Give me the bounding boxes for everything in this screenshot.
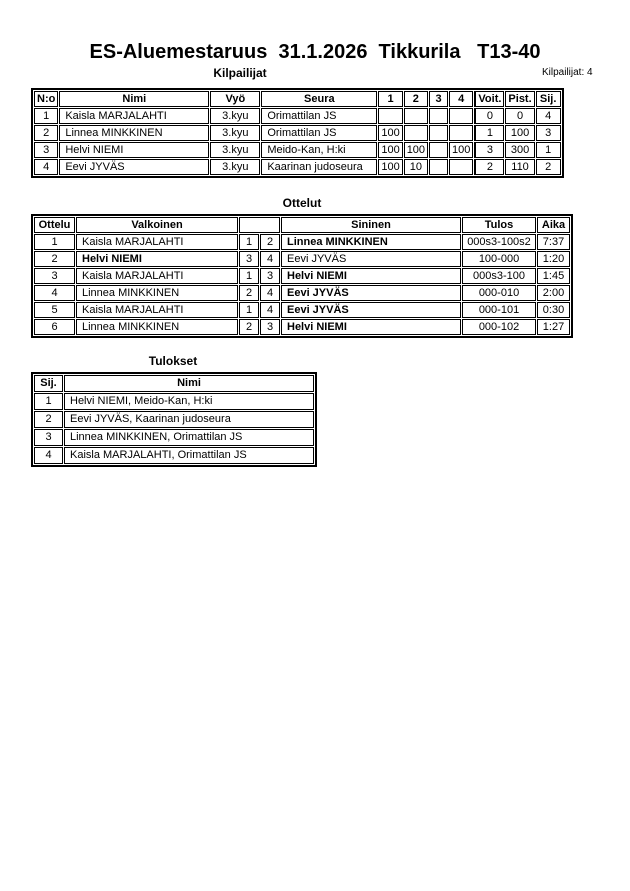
white-name: Kaisla MARJALAHTI <box>76 268 238 284</box>
competitor-number: 1 <box>34 108 58 124</box>
match-number: 6 <box>34 319 75 335</box>
competitor-points: 100 <box>505 125 534 141</box>
result-row <box>34 411 314 428</box>
score-vs-1: 100 <box>378 142 402 158</box>
competitor-row <box>34 142 561 158</box>
result-place: 2 <box>34 411 63 428</box>
col-time: Aika <box>537 217 570 233</box>
white-name: Helvi NIEMI <box>76 251 238 267</box>
competitor-belt: 3.kyu <box>210 125 260 141</box>
match-time: 1:20 <box>537 251 570 267</box>
white-number: 3 <box>239 251 259 267</box>
competitor-points: 110 <box>505 159 534 175</box>
score-vs-3 <box>429 159 448 175</box>
results-table <box>31 372 317 467</box>
score-vs-4: 100 <box>449 142 473 158</box>
result-name: Eevi JYVÄS, Kaarinan judoseura <box>64 411 314 428</box>
col-competitor-numbers <box>239 217 280 233</box>
blue-number: 4 <box>260 302 280 318</box>
col-result: Tulos <box>462 217 536 233</box>
col-place: Sij. <box>34 375 63 392</box>
match-result: 000-010 <box>462 285 536 301</box>
white-number: 1 <box>239 302 259 318</box>
result-row <box>34 429 314 446</box>
match-time: 0:30 <box>537 302 570 318</box>
score-vs-1: 100 <box>378 125 402 141</box>
blue-name: Helvi NIEMI <box>281 319 461 335</box>
match-row <box>34 302 570 318</box>
competitor-place: 2 <box>536 159 561 175</box>
score-vs-1: 100 <box>378 159 402 175</box>
competitors-table <box>31 88 564 178</box>
score-vs-2: 10 <box>404 159 428 175</box>
match-time: 1:27 <box>537 319 570 335</box>
blue-number: 2 <box>260 234 280 250</box>
competitor-place: 3 <box>536 125 561 141</box>
competitor-belt: 3.kyu <box>210 159 260 175</box>
match-result: 100-000 <box>462 251 536 267</box>
score-vs-3 <box>429 125 448 141</box>
blue-name: Eevi JYVÄS <box>281 302 461 318</box>
competitor-place: 4 <box>536 108 561 124</box>
blue-number: 4 <box>260 251 280 267</box>
score-vs-3 <box>429 142 448 158</box>
match-time: 1:45 <box>537 268 570 284</box>
results-heading: Tulokset <box>148 354 198 368</box>
competitor-name: Helvi NIEMI <box>59 142 209 158</box>
result-place: 1 <box>34 393 63 410</box>
col-blue: Sininen <box>281 217 461 233</box>
competitor-row <box>34 159 561 175</box>
blue-name: Eevi JYVÄS <box>281 251 461 267</box>
blue-name: Linnea MINKKINEN <box>281 234 461 250</box>
match-number: 3 <box>34 268 75 284</box>
match-number: 1 <box>34 234 75 250</box>
page-title: ES-Aluemestaruus 31.1.2026 Tikkurila T13-40 <box>89 41 541 63</box>
competitor-row <box>34 125 561 141</box>
match-row <box>34 285 570 301</box>
match-time: 2:00 <box>537 285 570 301</box>
result-place: 4 <box>34 447 63 464</box>
competitors-header-row <box>34 91 561 107</box>
col-belt: Vyö <box>210 91 260 107</box>
col-club: Seura <box>261 91 377 107</box>
competitors-heading: Kilpailijat <box>213 66 267 80</box>
col-white: Valkoinen <box>76 217 238 233</box>
score-vs-4 <box>449 125 473 141</box>
matches-heading: Ottelut <box>282 196 322 210</box>
white-name: Kaisla MARJALAHTI <box>76 302 238 318</box>
result-name: Kaisla MARJALAHTI, Orimattilan JS <box>64 447 314 464</box>
result-name: Helvi NIEMI, Meido-Kan, H:ki <box>64 393 314 410</box>
matches-header-row <box>34 217 570 233</box>
match-time: 7:37 <box>537 234 570 250</box>
match-result: 000-102 <box>462 319 536 335</box>
score-vs-4 <box>449 159 473 175</box>
competitor-wins: 1 <box>474 125 504 141</box>
col-match: Ottelu <box>34 217 75 233</box>
result-row <box>34 447 314 464</box>
col-wins: Voit. <box>474 91 504 107</box>
match-result: 000s3-100s2 <box>462 234 536 250</box>
white-number: 2 <box>239 319 259 335</box>
blue-name: Helvi NIEMI <box>281 268 461 284</box>
competitor-club: Kaarinan judoseura <box>261 159 377 175</box>
col-opp1: 1 <box>378 91 402 107</box>
score-vs-4 <box>449 108 473 124</box>
score-vs-2: 100 <box>404 142 428 158</box>
competitor-points: 300 <box>505 142 534 158</box>
match-row <box>34 319 570 335</box>
col-points: Pist. <box>505 91 534 107</box>
competitor-wins: 3 <box>474 142 504 158</box>
competitor-number: 2 <box>34 125 58 141</box>
white-name: Kaisla MARJALAHTI <box>76 234 238 250</box>
col-opp2: 2 <box>404 91 428 107</box>
result-place: 3 <box>34 429 63 446</box>
competitor-number: 3 <box>34 142 58 158</box>
match-row <box>34 251 570 267</box>
competitor-name: Kaisla MARJALAHTI <box>59 108 209 124</box>
competitor-belt: 3.kyu <box>210 142 260 158</box>
competitor-name: Eevi JYVÄS <box>59 159 209 175</box>
score-vs-3 <box>429 108 448 124</box>
competitor-place: 1 <box>536 142 561 158</box>
competitor-club: Orimattilan JS <box>261 125 377 141</box>
competitor-club: Orimattilan JS <box>261 108 377 124</box>
competitor-points: 0 <box>505 108 534 124</box>
match-number: 4 <box>34 285 75 301</box>
blue-number: 3 <box>260 319 280 335</box>
blue-name: Eevi JYVÄS <box>281 285 461 301</box>
score-vs-2 <box>404 108 428 124</box>
col-name: Nimi <box>59 91 209 107</box>
match-result: 000s3-100 <box>462 268 536 284</box>
col-opp3: 3 <box>429 91 448 107</box>
results-header-row <box>34 375 314 392</box>
matches-table <box>31 214 573 338</box>
match-number: 2 <box>34 251 75 267</box>
col-number: N:o <box>34 91 58 107</box>
competitor-wins: 0 <box>474 108 504 124</box>
competitor-row <box>34 108 561 124</box>
competitor-club: Meido-Kan, H:ki <box>261 142 377 158</box>
white-number: 1 <box>239 268 259 284</box>
result-row <box>34 393 314 410</box>
competitor-belt: 3.kyu <box>210 108 260 124</box>
col-opp4: 4 <box>449 91 473 107</box>
col-place: Sij. <box>536 91 561 107</box>
col-name: Nimi <box>64 375 314 392</box>
match-result: 000-101 <box>462 302 536 318</box>
competitor-wins: 2 <box>474 159 504 175</box>
blue-number: 4 <box>260 285 280 301</box>
white-number: 1 <box>239 234 259 250</box>
competitor-name: Linnea MINKKINEN <box>59 125 209 141</box>
match-row <box>34 234 570 250</box>
score-vs-1 <box>378 108 402 124</box>
white-number: 2 <box>239 285 259 301</box>
competitor-number: 4 <box>34 159 58 175</box>
white-name: Linnea MINKKINEN <box>76 285 238 301</box>
blue-number: 3 <box>260 268 280 284</box>
score-vs-2 <box>404 125 428 141</box>
result-name: Linnea MINKKINEN, Orimattilan JS <box>64 429 314 446</box>
white-name: Linnea MINKKINEN <box>76 319 238 335</box>
match-row <box>34 268 570 284</box>
competitors-count-label: Kilpailijat: 4 <box>542 67 593 78</box>
match-number: 5 <box>34 302 75 318</box>
